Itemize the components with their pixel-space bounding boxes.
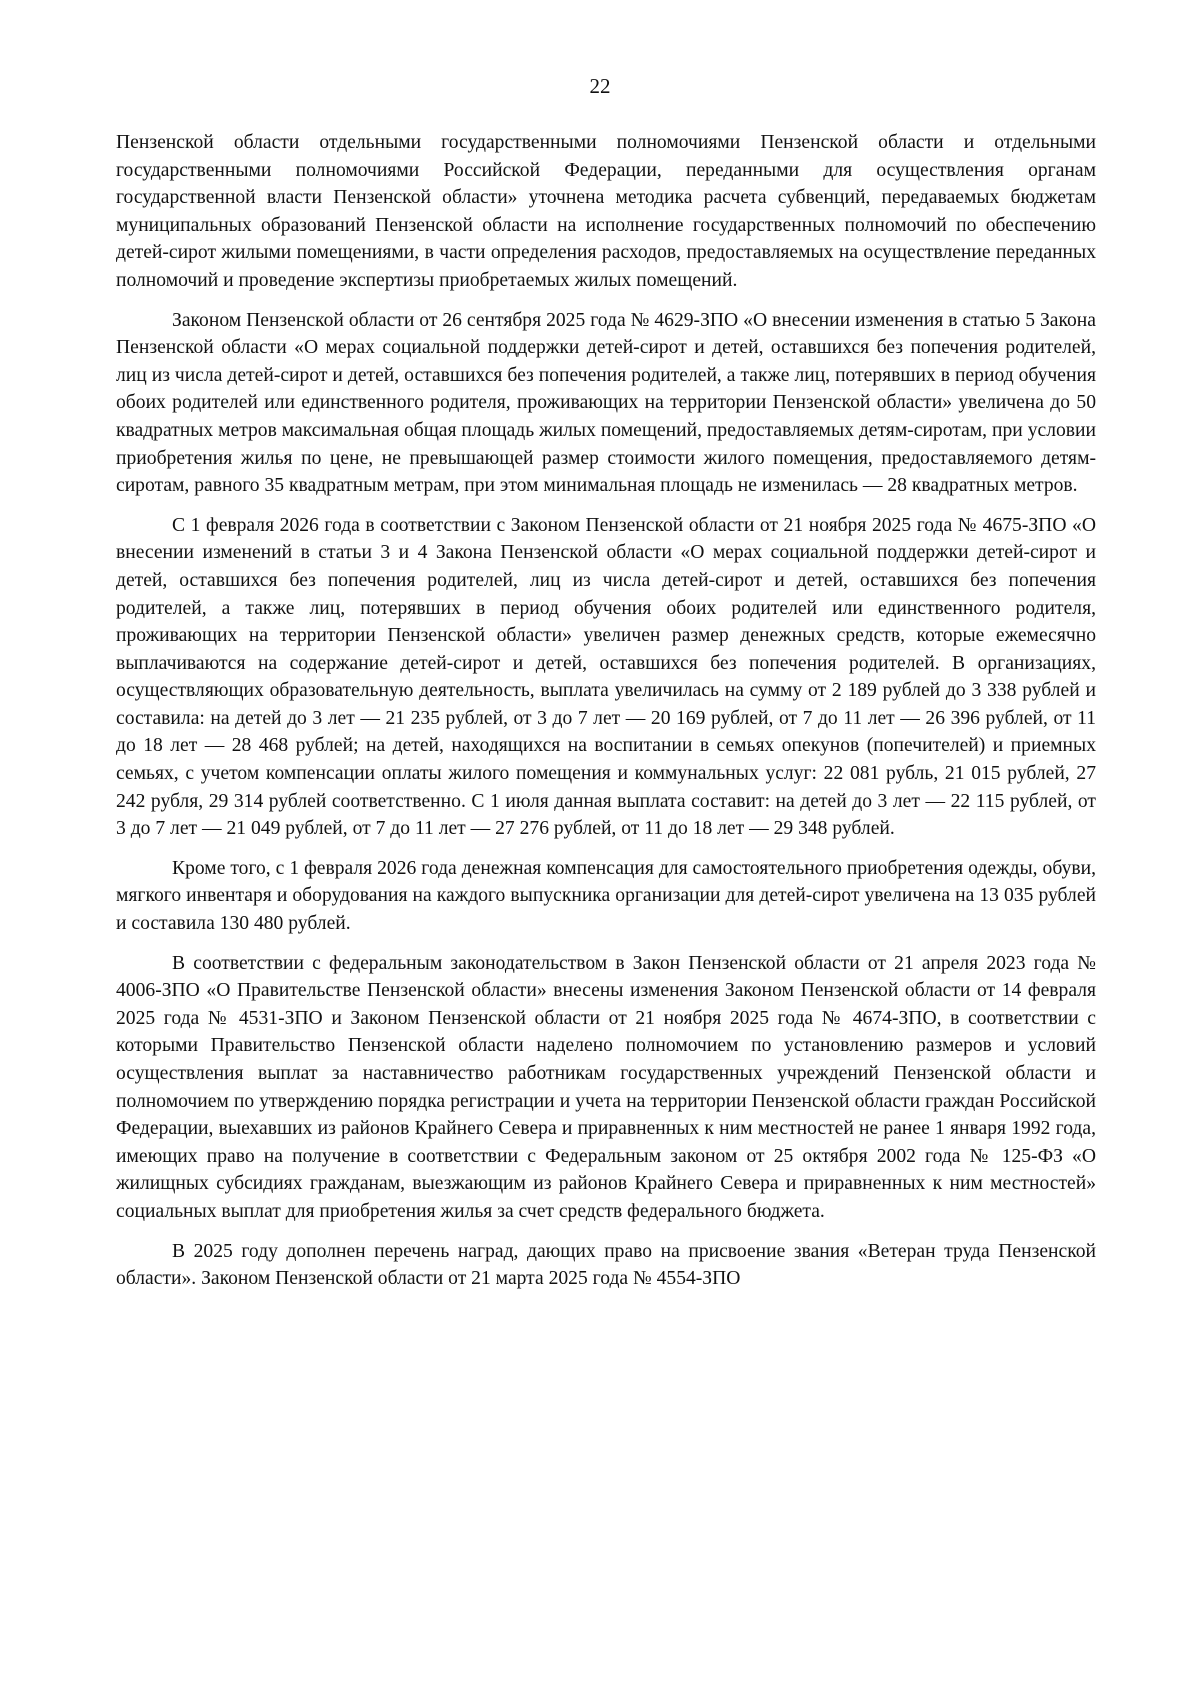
paragraph-law-4675: С 1 февраля 2026 года в соответствии с Законом Пензенской области от 21 ноября 2025 года № 4675-ЗПО «О внесении изменений в статьи 3 и 4 Закона Пензенской области «О мерах социальной поддержки детей-сирот и детей, оставшихся без попечения родителей, лиц из числа детей-сирот и детей, оставшихся без попечения родителей, а также лиц, потерявших в период обучения обоих родителей или единственного родителя, проживающих на территории Пензенской области» увеличен размер денежных средств, которые ежемесячно выплачиваются на содержание детей-сирот и детей, оставшихся без попечения родителей. В организациях, осуществляющих образовательную деятельность, выплата увеличилась на сумму от 2 189 рублей до 3 338 рублей и составила: на детей до 3 лет — 21 235 рублей, от 3 до 7 лет — 20 169 рублей, от 7 до 11 лет — 26 396 рублей, от 11 до 18 лет — 28 468 рублей; на детей, находящихся на воспитании в семьях опекунов (попечителей) и приемных семьях, с учетом компенсации оплаты жилого помещения и коммунальных услуг: 22 081 рубль, 21 015 рублей, 27 242 рубля, 29 314 рублей соответственно. С 1 июля данная выплата составит: на детей до 3 лет — 22 115 рублей, от 3 до 7 лет — 21 049 рублей, от 7 до 11 лет — 27 276 рублей, от 11 до 18 лет — 29 348 рублей.	[116, 514, 1096, 840]
paragraph-law-4629: Законом Пензенской области от 26 сентября 2025 года № 4629-ЗПО «О внесении изменения в статью 5 Закона Пензенской области «О мерах социальной поддержки детей-сирот и детей, оставшихся без попечения родителей, лиц из числа детей-сирот и детей, оставшихся без попечения родителей, а также лиц, потерявших в период обучения обоих родителей или единственного родителя, проживающих на территории Пензенской области» увеличена до 50 квадратных метров максимальная общая площадь жилых помещений, предоставляемых детям-сиротам, при условии приобретения жилья по цене, не превышающей размер стоимости жилого помещения, предоставляемого детям-сиротам, равного 35 квадратным метрам, при этом минимальная площадь не изменилась — 28 квадратных метров.	[116, 309, 1096, 497]
paragraph-veteran-title: В 2025 году дополнен перечень наград, дающих право на присвоение звания «Ветеран труда Пензенской области». Законом Пензенской области от 21 марта 2025 года № 4554-ЗПО	[116, 1240, 1096, 1290]
document-body	[116, 129, 1096, 1305]
paragraph-compensation: Кроме того, с 1 февраля 2026 года денежная компенсация для самостоятельного приобретения одежды, обуви, мягкого инвентаря и оборудования на каждого выпускника организации для детей-сирот увеличена на 13 035 рублей и составила 130 480 рублей.	[116, 857, 1096, 935]
page-number: 22	[589, 74, 611, 98]
paragraph-law-4006: В соответствии с федеральным законодательством в Закон Пензенской области от 21 апреля 2023 года № 4006-ЗПО «О Правительстве Пензенской области» внесены изменения Законом Пензенской области от 14 февраля 2025 года № 4531-ЗПО и Законом Пензенской области от 21 ноября 2025 года № 4674-ЗПО, в соответствии с которыми Правительство Пензенской области наделено полномочием по установлению размеров и условий осуществления выплат за наставничество работникам государственных учреждений Пензенской области и полномочием по утверждению порядка регистрации и учета на территории Пензенской области граждан Российской Федерации, выехавших из районов Крайнего Севера и приравненных к ним местностей не ранее 1 января 1992 года, имеющих право на получение в соответствии с Федеральным законом от 25 октября 2002 года № 125-ФЗ «О жилищных субсидиях гражданам, выезжающим из районов Крайнего Севера и приравненных к ним местностей» социальных выплат для приобретения жилья за счет средств федерального бюджета.	[116, 952, 1096, 1222]
paragraph-continuation: Пензенской области отдельными государственными полномочиями Пензенской области и отдельными государственными полномочиями Российской Федерации, переданными для осуществления органам государственной власти Пензенской области» уточнена методика расчета субвенций, передаваемых бюджетам муниципальных образований Пензенской области на исполнение государственных полномочий по обеспечению детей-сирот жилыми помещениями, в части определения расходов, предоставляемых на осуществление переданных полномочий и проведение экспертизы приобретаемых жилых помещений.	[116, 132, 1096, 291]
